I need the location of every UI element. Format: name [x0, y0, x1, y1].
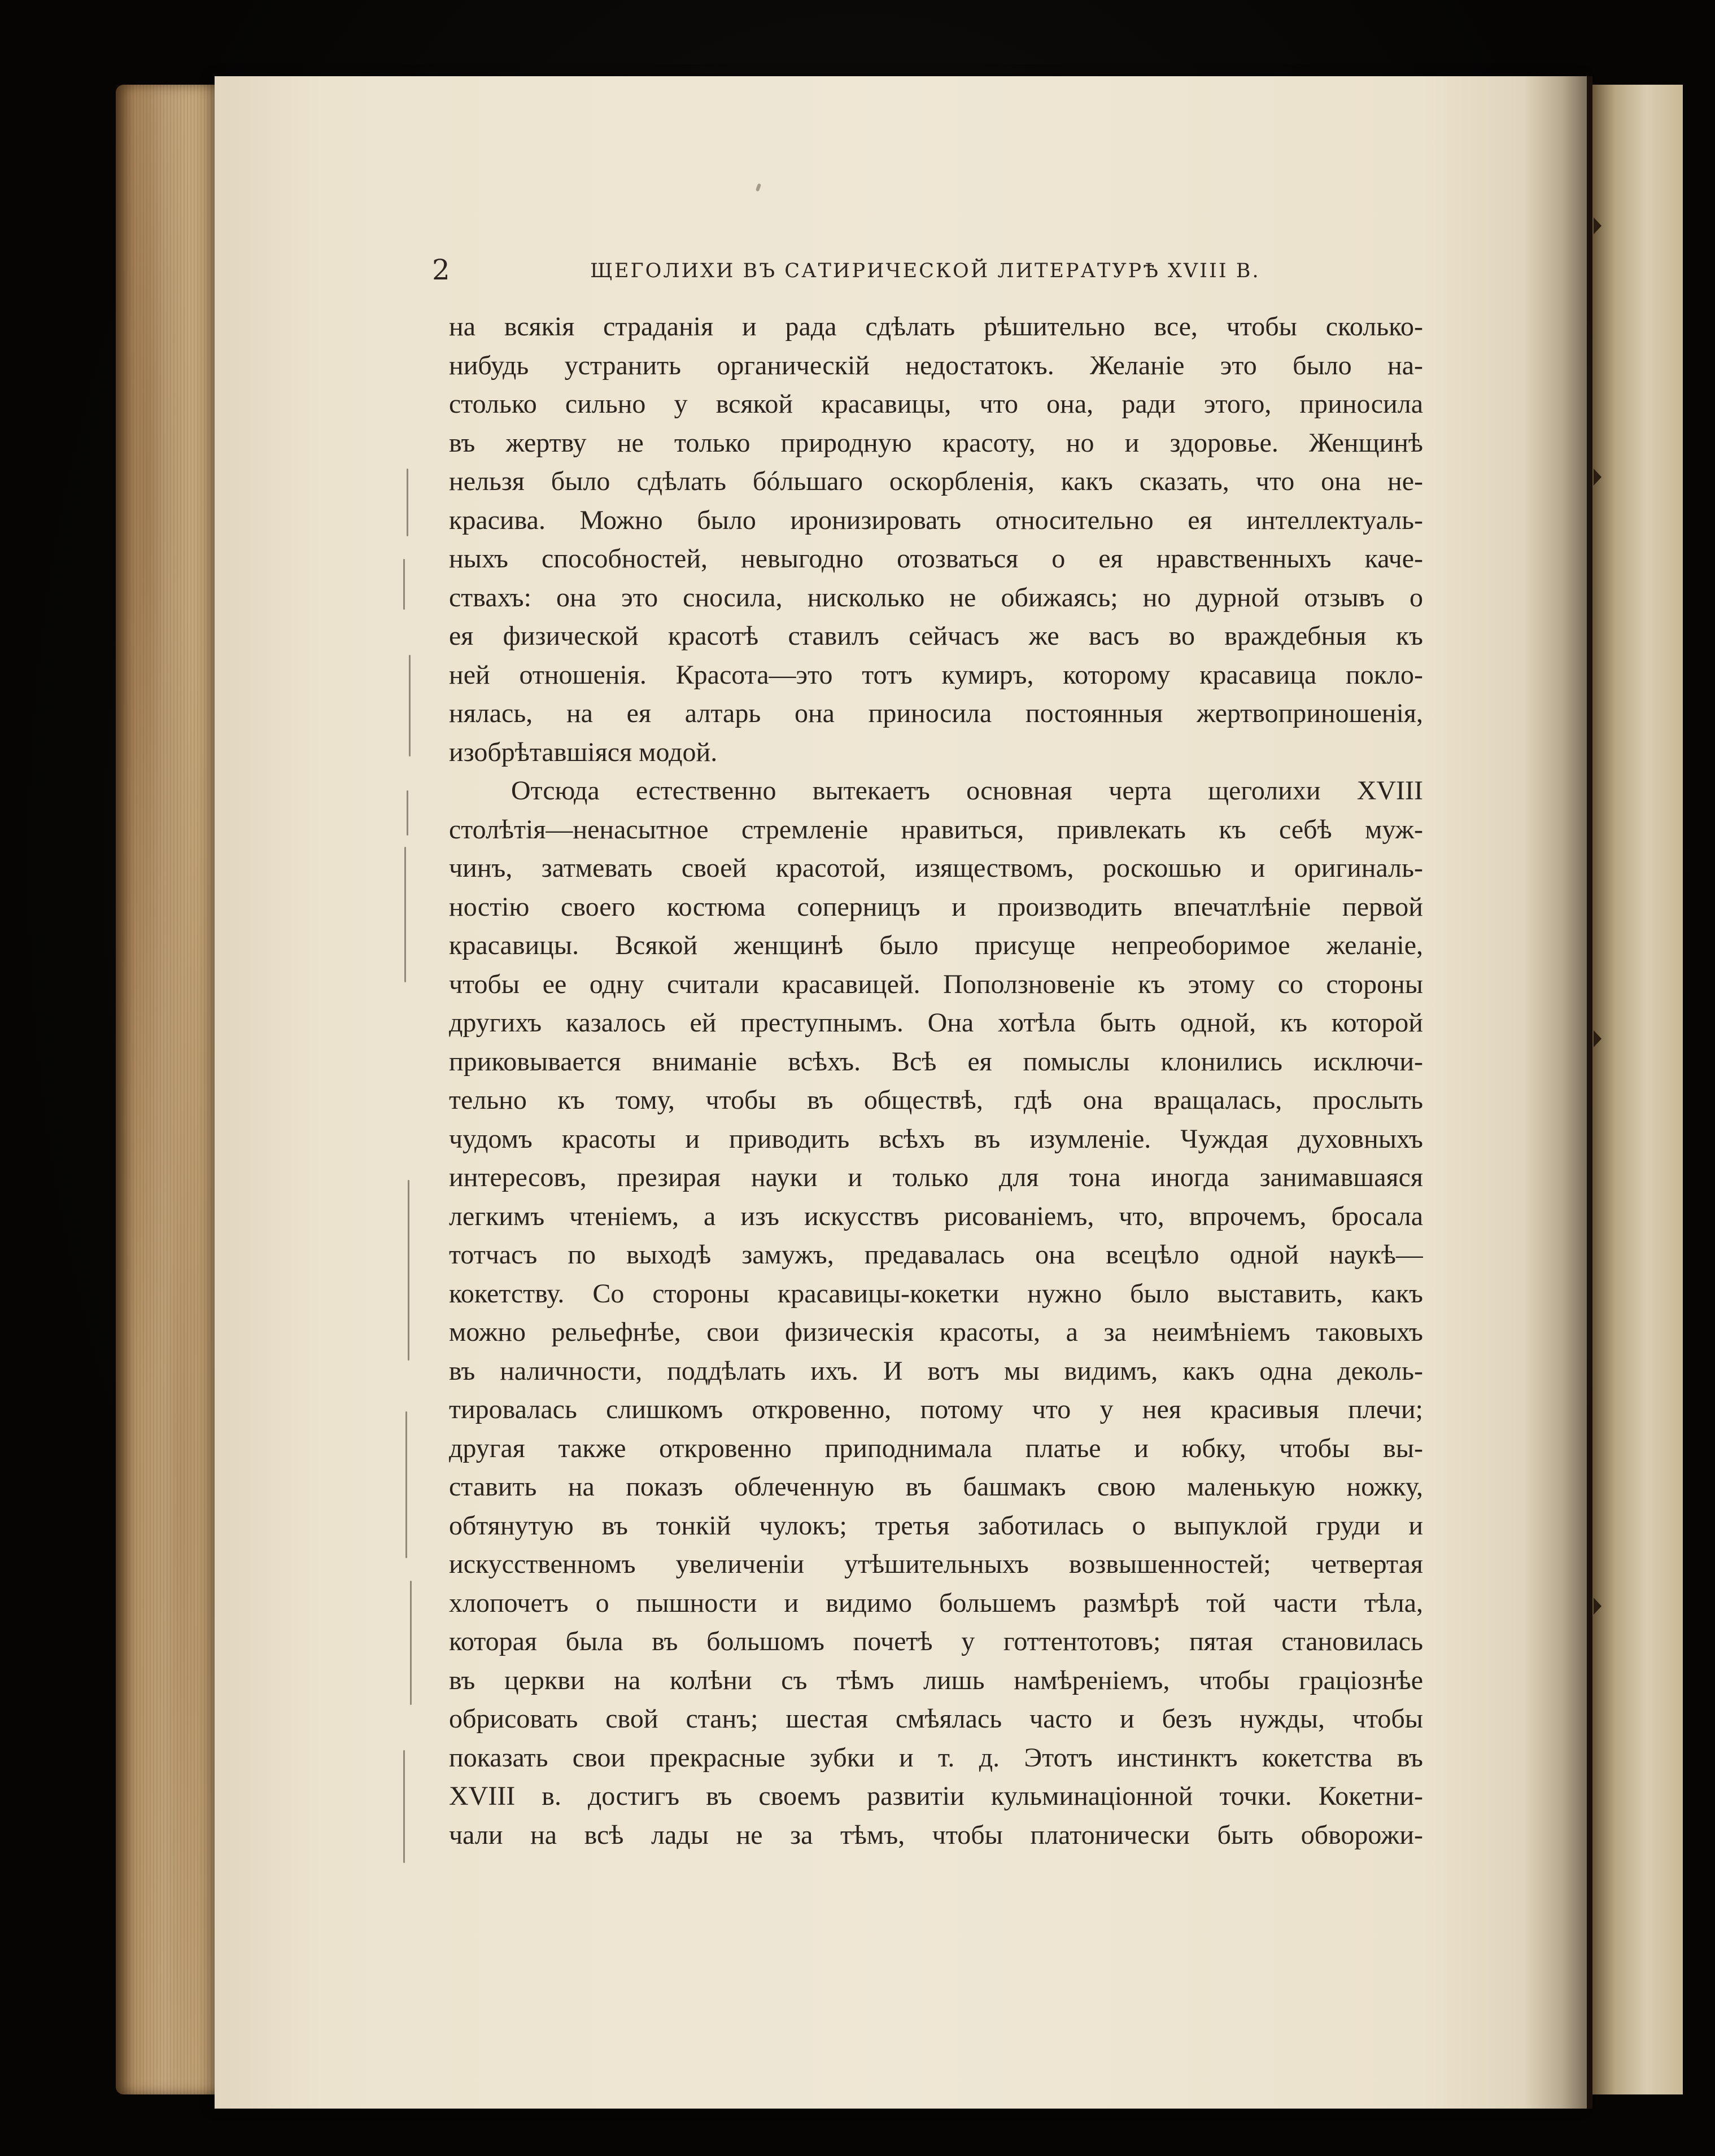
text-line: нибудь устранить органическій недостатокъ. Желаніе это было на- [449, 350, 1423, 381]
text-line: ея физической красотѣ ставилъ сейчасъ же васъ во враждебныя къ [449, 621, 1423, 651]
page-block-edge [116, 85, 223, 2094]
text-line: тельно къ тому, чтобы въ обществѣ, гдѣ она вращалась, прослыть [449, 1085, 1423, 1115]
gutter-shadow [1525, 76, 1592, 2109]
text-line: хлопочетъ о пышности и видимо большемъ размѣрѣ той части тѣла, [449, 1588, 1423, 1618]
pencil-marginalia [395, 452, 440, 1891]
text-line: искусственномъ увеличеніи утѣшительныхъ возвышенностей; четвертая [449, 1549, 1423, 1579]
text-line: Отсюда естественно вытекаетъ основная черта щеголихи XVIII [511, 776, 1423, 806]
running-head: ЩЕГОЛИХИ ВЪ САТИРИЧЕСКОЙ ЛИТЕРАТУРѢ XVIII В. [590, 260, 1260, 282]
text-line: ставить на показъ облеченную въ башмакъ свою маленькую ножку, [449, 1472, 1423, 1502]
text-line: чудомъ красоты и приводить всѣхъ въ изумленіе. Чуждая духовныхъ [449, 1123, 1423, 1154]
pencil-line [407, 469, 408, 536]
edge-stain [116, 85, 223, 2094]
text-line: въ наличности, поддѣлать ихъ. И вотъ мы видимъ, какъ одна деколь- [449, 1355, 1423, 1386]
text-line: легкимъ чтеніемъ, а изъ искусствъ рисованіемъ, что, впрочемъ, бросала [449, 1201, 1423, 1231]
text-line: въ церкви на колѣни съ тѣмъ лишь намѣреніемъ, чтобы граціознѣе [449, 1665, 1423, 1695]
text-line: интересовъ, презирая науки и только для тона иногда занимавшаяся [449, 1162, 1423, 1192]
text-line: нялась, на ея алтарь она приносила постоянныя жертвоприношенія, [449, 698, 1423, 728]
pencil-line [404, 847, 406, 982]
margin-mark [1594, 1030, 1601, 1047]
pencil-line [410, 1581, 412, 1705]
text-line: красавицы. Всякой женщинѣ было присуще непреоборимое желаніе, [449, 930, 1423, 960]
text-line: приковывается вниманіе всѣхъ. Всѣ ея помыслы клонились исключи- [449, 1046, 1423, 1077]
text-line: обтянутую въ тонкій чулокъ; третья заботилась о выпуклой груди и [449, 1510, 1423, 1541]
opposite-page-sliver [1592, 85, 1683, 2094]
text-line: на всякія страданія и рада сдѣлать рѣшительно все, чтобы сколько- [449, 312, 1423, 342]
text-line: которая была въ большомъ почетѣ у готтентотовъ; пятая становилась [449, 1626, 1423, 1656]
pencil-line [403, 559, 405, 610]
text-line: можно рельефнѣе, свои физическія красоты, а за неимѣніемъ таковыхъ [449, 1317, 1423, 1347]
text-line: въ жертву не только природную красоту, но и здоровье. Женщинѣ [449, 427, 1423, 458]
pencil-line [407, 790, 408, 836]
page-header [432, 253, 1437, 287]
text-line: изобрѣтавшіяся модой. [449, 737, 718, 767]
text-line: ствахъ: она это сносила, нисколько не обижаясь; но дурной отзывъ о [449, 582, 1423, 613]
opposite-page-marks [1594, 0, 1605, 2156]
pencil-line [409, 655, 411, 756]
text-line: тотчасъ по выходѣ замужъ, предавалась она всецѣло одной наукѣ— [449, 1240, 1423, 1270]
body-text [449, 308, 1423, 1855]
text-line: чали на всѣ лады не за тѣмъ, чтобы платонически быть обворожи- [449, 1820, 1423, 1850]
text-line: столѣтія—ненасытное стремленіе нравиться, привлекать къ себѣ муж- [449, 814, 1423, 845]
text-line: другая также откровенно приподнимала платье и юбку, чтобы вы- [449, 1433, 1423, 1463]
pencil-line [403, 1750, 405, 1863]
margin-mark [1594, 1598, 1601, 1615]
text-line: чинъ, затмевать своей красотой, изяществомъ, роскошью и оригиналь- [449, 853, 1423, 883]
page-number: 2 [432, 253, 450, 286]
text-line: красива. Можно было иронизировать относительно ея интеллектуаль- [449, 505, 1423, 535]
pencil-line [405, 1411, 407, 1558]
text-line: показать свои прекрасные зубки и т. д. Этотъ инстинктъ кокетства въ [449, 1742, 1423, 1773]
text-line: чтобы ее одну считали красавицей. Поползновеніе къ этому со стороны [449, 969, 1423, 999]
pencil-line [408, 1180, 409, 1361]
text-line: другихъ казалось ей преступнымъ. Она хотѣла быть одной, къ которой [449, 1008, 1423, 1038]
text-line: тировалась слишкомъ откровенно, потому что у нея красивыя плечи; [449, 1394, 1423, 1424]
text-line: обрисовать свой станъ; шестая смѣялась часто и безъ нужды, чтобы [449, 1704, 1423, 1734]
margin-mark [1594, 217, 1601, 234]
text-line: ней отношенія. Красота—это тотъ кумиръ, которому красавица покло- [449, 659, 1423, 690]
text-line: ныхъ способностей, невыгодно отозваться о ея нравственныхъ каче- [449, 544, 1423, 574]
text-line: ностію своего костюма соперницъ и производить впечатлѣніе первой [449, 891, 1423, 922]
text-line: нельзя было сдѣлать бóльшаго оскорбленія, какъ сказать, что она не- [449, 466, 1423, 496]
text-line: XVIII в. достигъ въ своемъ развитіи кульминаціонной точки. Кокетни- [449, 1781, 1423, 1811]
margin-mark [1594, 469, 1601, 486]
text-line: столько сильно у всякой красавицы, что она, ради этого, приносила [449, 389, 1423, 419]
text-line: кокетству. Со стороны красавицы-кокетки нужно было выставить, какъ [449, 1278, 1423, 1309]
